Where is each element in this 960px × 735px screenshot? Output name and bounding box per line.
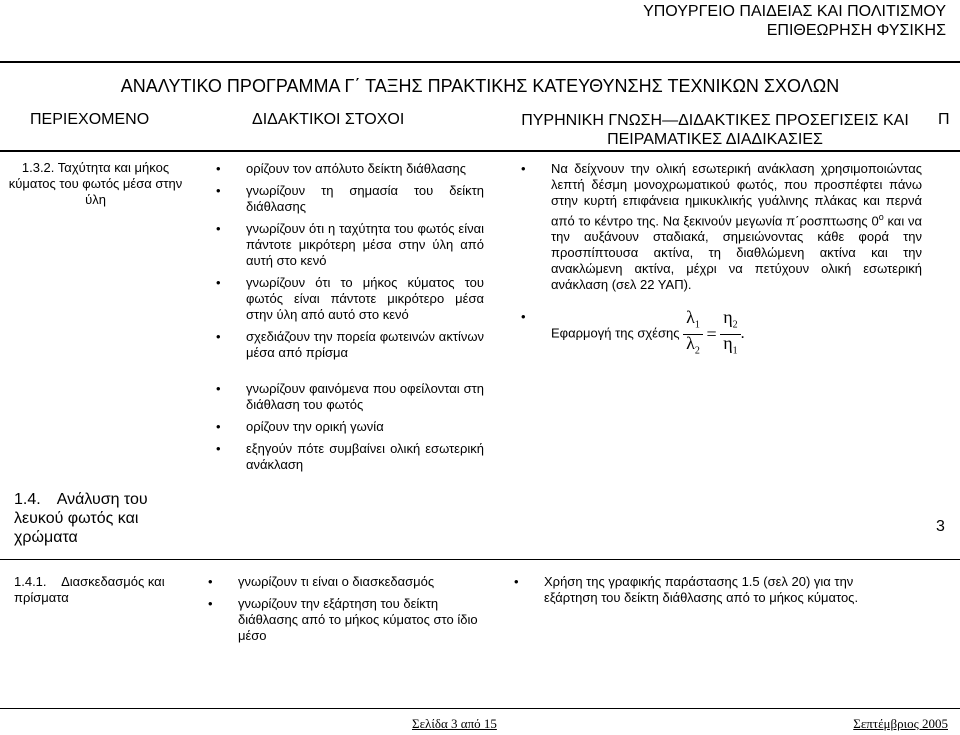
refractive-index-ratio: $\frac{\eta_2}{\eta_1}$ bbox=[720, 309, 740, 359]
formula-period: . bbox=[740, 325, 745, 343]
column-header-periods: Π bbox=[938, 111, 950, 128]
footer-date: Σεπτέμβριος 2005 bbox=[853, 716, 948, 731]
approach-item bbox=[551, 161, 922, 293]
objective-item: • ορίζουν την ορική γωνία bbox=[246, 419, 484, 435]
approach-text-b: και να την αυξάνουν σταδιακά, σημειώνοντας κάθε φορά την προσπίπτουσα ακτίνα, τη διαθλώμενη ακτίνα και την ανακλώμενη ακτίνα, μέχρι να πετύχουν ολική εσωτερική ανάκλαση (σελ 22 ΥΑΠ). bbox=[551, 213, 922, 293]
row-1-3-2-label bbox=[8, 160, 183, 208]
degree-symbol: ο bbox=[878, 212, 884, 222]
row-divider bbox=[0, 559, 960, 560]
row-1-3-2-title: Ταχύτητα και μήκος κύματος του φωτός μέσα στην ύλη bbox=[8, 160, 183, 207]
inspectorate-name: ΕΠΙΘΕΩΡΗΣΗ ΦΥΣΙΚΗΣ bbox=[766, 22, 946, 39]
row-1-4-1-title: Διασκεδασμός και πρίσματα bbox=[14, 574, 165, 605]
formula-item bbox=[551, 309, 922, 359]
page-header bbox=[643, 2, 946, 40]
objective-item: • γνωρίζουν ότι η ταχύτητα του φωτός είναι πάντοτε μικρότερη μέσα στην ύλη από αυτή στο κενό bbox=[246, 221, 484, 269]
approach-text-a: Να δείχνουν την ολική εσωτερική ανάκλαση χρησιμοποιώντας λεπτή δέσμη μονοχρωματικού φωτός, που προσπέφτει πάνω στην κυρτή επιφάνεια ημικυκλικής γυάλινης πλάκας και περνά από το κέντρο της. Να ξεκινούν μεγωνία π΄ροσπτωσης 0 bbox=[551, 161, 922, 229]
wavelength-ratio: $\frac{\lambda_1}{\lambda_2}$ bbox=[683, 309, 703, 359]
approach-item: • Χρήση της γραφικής παράστασης 1.5 (σελ 20) για την εξάρτηση του δείκτη διάθλασης από το μήκος κύματος. bbox=[544, 574, 904, 606]
objective-item: • εξηγούν πότε συμβαίνει ολική εσωτερική ανάκλαση bbox=[246, 441, 484, 473]
header-rule bbox=[0, 150, 960, 152]
objective-item: • γνωρίζουν τη σημασία του δείκτη διάθλασης bbox=[246, 183, 484, 215]
row-1-4-periods: 3 bbox=[936, 518, 945, 535]
row-1-3-2-number: 1.3.2. bbox=[21, 160, 55, 175]
document-title: ΑΝΑΛΥΤΙΚΟ ΠΡΟΓΡΑΜΜΑ Γ΄ ΤΑΞΗΣ ΠΡΑΚΤΙΚΗΣ ΚΑΤΕΥΘΥΝΣΗΣ ΤΕΧΝΙΚΩΝ ΣΧΟΛΩΝ bbox=[120, 76, 840, 96]
row-1-4-1-objectives bbox=[238, 574, 488, 644]
row-1-3-2-objectives bbox=[246, 161, 484, 473]
objective-item: • σχεδιάζουν την πορεία φωτεινών ακτίνων μέσα από πρίσμα bbox=[246, 329, 484, 361]
column-header-approaches-line1: ΠΥΡΗΝΙΚΗ ΓΝΩΣΗ—ΔΙΔΑΚΤΙΚΕΣ ΠΡΟΣΕΓΙΣΕΙΣ ΚΑΙ bbox=[521, 112, 909, 129]
objective-item: • γνωρίζουν την εξάρτηση του δείκτη διάθλασης από το μήκος κύματος στο ίδιο μέσο bbox=[238, 596, 488, 644]
row-1-4-1-number: 1.4.1. bbox=[14, 574, 47, 589]
row-1-4-label bbox=[14, 490, 174, 547]
equals-sign: = bbox=[706, 324, 717, 345]
objective-item: • ορίζουν τον απόλυτο δείκτη διάθλασης bbox=[246, 161, 484, 177]
row-1-4-1-approaches bbox=[544, 574, 904, 606]
column-header-approaches bbox=[500, 111, 930, 149]
column-header-approaches-line2: ΠΕΙΡΑΜΑΤΙΚΕΣ ΔΙΑΔΙΚΑΣΙΕΣ bbox=[607, 131, 823, 148]
row-1-4-number: 1.4. bbox=[14, 491, 41, 508]
row-1-4-title: Ανάλυση του λευκού φωτός και χρώματα bbox=[14, 491, 148, 546]
row-1-3-2-approaches bbox=[551, 161, 922, 360]
footer-rule bbox=[0, 708, 960, 709]
ministry-name: ΥΠΟΥΡΓΕΙΟ ΠΑΙΔΕΙΑΣ ΚΑΙ ΠΟΛΙΤΙΣΜΟΥ bbox=[643, 3, 946, 20]
objective-item: • γνωρίζουν τι είναι ο διασκεδασμός bbox=[238, 574, 488, 590]
page-number: Σελίδα 3 από 15 bbox=[412, 716, 497, 731]
column-header-content: ΠΕΡΙΕΧΟΜΕΝΟ bbox=[30, 111, 150, 128]
formula-label: Εφαρμογή της σχέσης bbox=[551, 325, 680, 341]
row-1-4-1-label bbox=[14, 574, 174, 606]
column-header-objectives: ΔΙΔΑΚΤΙΚΟΙ ΣΤΟΧΟΙ bbox=[252, 111, 405, 128]
objective-item: • γνωρίζουν ότι το μήκος κύματος του φωτός είναι πάντοτε μικρότερο μέσα στην ύλη από αυτό στο κενό bbox=[246, 275, 484, 323]
objective-item: • γνωρίζουν φαινόμενα που οφείλονται στη διάθλαση του φωτός bbox=[246, 381, 484, 413]
top-rule bbox=[0, 61, 960, 63]
